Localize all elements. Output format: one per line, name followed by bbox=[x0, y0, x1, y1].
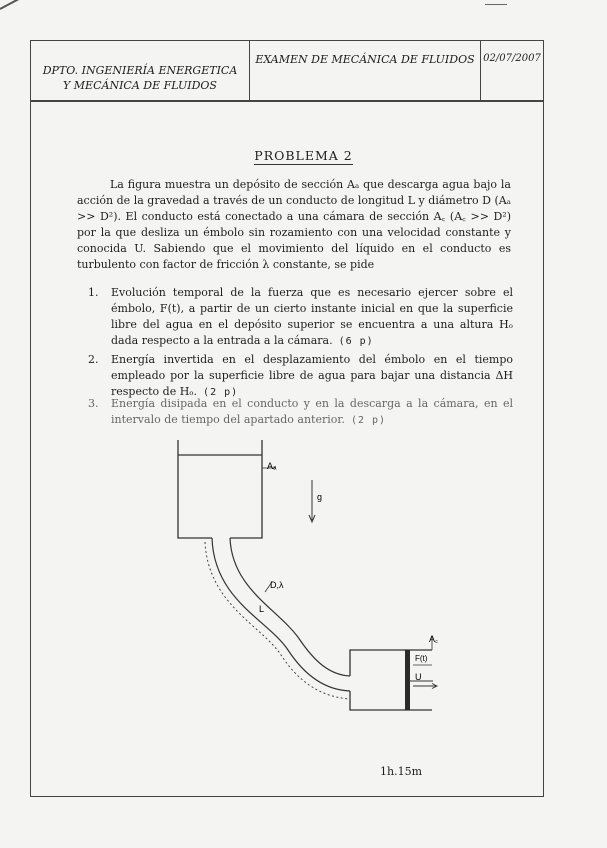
duct-wall-outer bbox=[212, 538, 350, 691]
duct-label: D,λ bbox=[270, 580, 284, 590]
chamber-area-label: A꜀ bbox=[429, 634, 439, 644]
question-points: (6 p) bbox=[338, 336, 374, 347]
force-label: F(t) bbox=[415, 654, 428, 663]
problem-statement: La figura muestra un depósito de sección Aₐ que descarga agua bajo la acción de la gravedad a través de un conducto de longitud L y diámetro D (Aₐ >> D²). El conducto está conectado a una cámara de sección A꜀ (A꜀ >> D²) por la que desliza un émbolo sin rozamiento con una velocidad constante y conocida U. Sabiendo que el movimiento del líquido en el conducto es turbulento con factor de fricción λ constante, se pide bbox=[77, 178, 511, 271]
piston bbox=[405, 650, 410, 710]
length-dotted-line bbox=[205, 542, 350, 699]
department-line-2: Y MECÁNICA DE FLUIDOS bbox=[63, 79, 217, 92]
question-points: (2 p) bbox=[350, 415, 387, 426]
exam-date: 02/07/2007 bbox=[483, 53, 541, 64]
question-number: 3. bbox=[88, 397, 99, 410]
question-text: Energía invertida en el desplazamiento del émbolo en el tiempo empleado por la superficie libre de agua para bajar una distancia ΔH respecto de Hₒ. bbox=[111, 353, 513, 398]
question-text: Evolución temporal de la fuerza que es necesario ejercer sobre el émbolo, F(t), a partir de un cierto instante inicial en que la superficie libre del agua en el depósito superior se encuentra a una altura Hₒ dada respecto a la entrada a la cámara. bbox=[111, 286, 513, 347]
department-line-1: DPTO. INGENIERÍA ENERGETICA bbox=[42, 64, 238, 77]
question-number: 2. bbox=[88, 353, 99, 366]
exam-duration: 1h.15m bbox=[380, 765, 423, 778]
problem-title: PROBLEMA 2 bbox=[254, 148, 353, 163]
velocity-label: U bbox=[415, 672, 422, 682]
exam-title: EXAMEN DE MECÁNICA DE FLUIDOS bbox=[255, 53, 475, 66]
question-text: Energía disipada en el conducto y en la descarga a la cámara, en el intervalo de tiempo del apartado anterior. bbox=[111, 397, 513, 426]
length-label: L bbox=[259, 604, 265, 614]
tank-area-label: Aₐ bbox=[267, 461, 277, 471]
duct-wall-inner bbox=[230, 538, 350, 676]
question-points: (2 p) bbox=[203, 387, 239, 398]
gravity-label: g bbox=[317, 492, 323, 502]
question-number: 1. bbox=[88, 286, 99, 299]
